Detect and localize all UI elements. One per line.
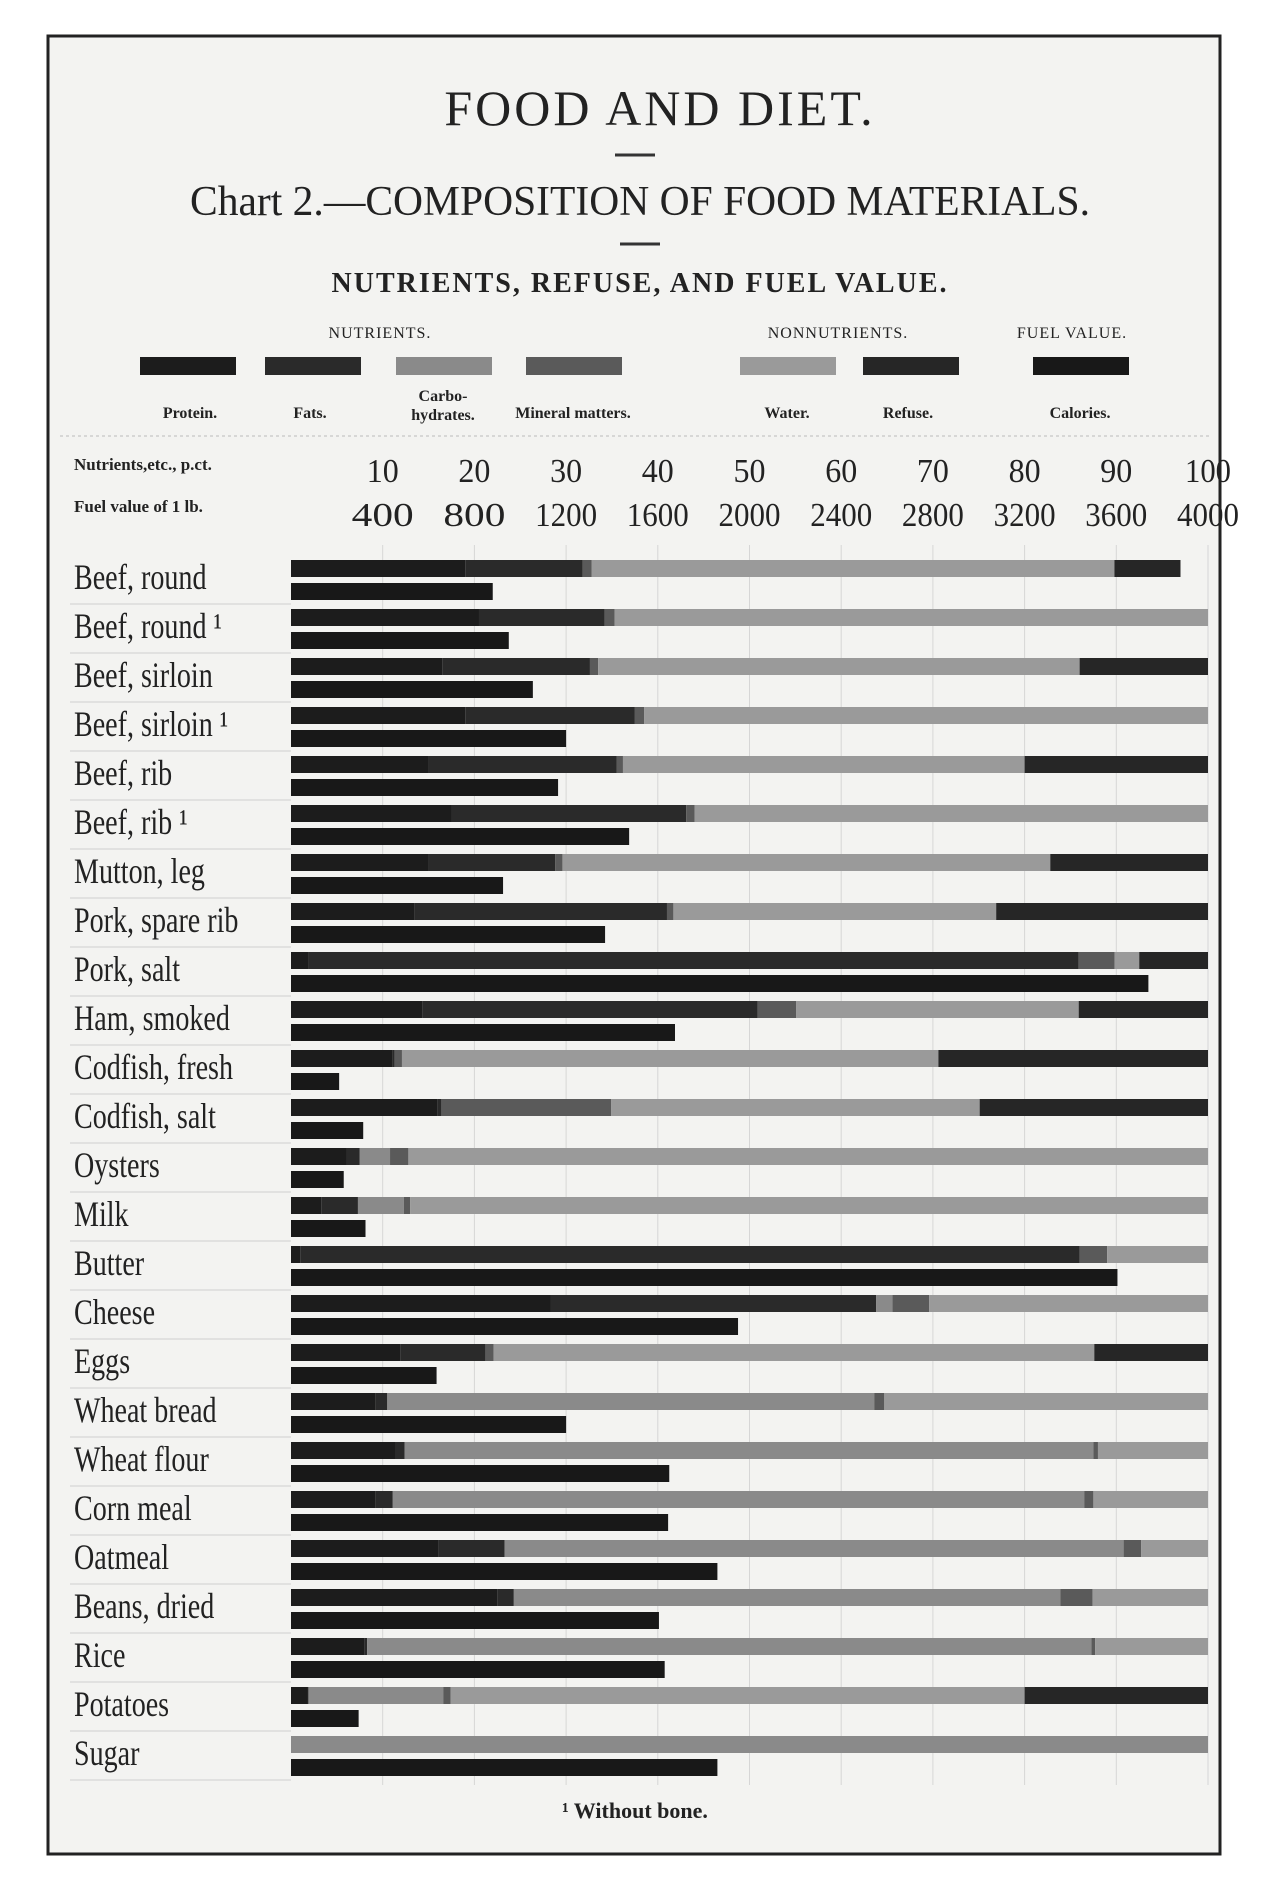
bar-segment-carbohydrates <box>505 1540 1124 1557</box>
fuel-bar <box>291 1171 344 1188</box>
fuel-tick-label: 400 <box>351 497 414 534</box>
bar-segment-water <box>402 1050 938 1067</box>
chart-subtitle: Chart 2.—COMPOSITION OF FOOD MATERIALS. <box>190 179 1090 225</box>
bar-segment-protein <box>291 1589 497 1606</box>
bar-segment-fats <box>479 609 605 626</box>
food-label: Potatoes <box>73 1683 170 1724</box>
percent-tick-label: 30 <box>550 453 583 490</box>
bar-segment-water <box>796 1001 1078 1018</box>
bar-segment-water <box>615 609 1208 626</box>
bar-segment-mineral <box>1092 1638 1096 1655</box>
bar-segment-mineral <box>441 1099 611 1116</box>
legend-swatch-protein <box>140 357 236 375</box>
legend-label-fats: Fats. <box>293 405 327 422</box>
bar-segment-carbohydrates <box>387 1393 874 1410</box>
bar-segment-fats <box>308 952 1078 969</box>
food-label: Beef, round <box>73 556 207 597</box>
bar-segment-water <box>673 903 996 920</box>
bar-segment-carbohydrates <box>291 1736 1208 1753</box>
bar-segment-fats <box>422 1001 758 1018</box>
fuel-bar <box>291 1220 366 1237</box>
fuel-bar <box>291 975 1148 992</box>
food-label: Oatmeal <box>73 1536 170 1577</box>
bar-segment-fats <box>400 1344 485 1361</box>
bar-segment-refuse <box>938 1050 1208 1067</box>
fuel-bar <box>291 1122 363 1139</box>
bar-segment-water <box>623 756 1025 773</box>
bar-segment-mineral <box>635 707 644 724</box>
bar-segment-mineral <box>686 805 694 822</box>
bar-segment-fats <box>375 1393 387 1410</box>
bar-segment-protein <box>291 609 479 626</box>
bar-segment-protein <box>291 903 415 920</box>
percent-tick-label: 20 <box>458 453 491 490</box>
fuel-bar <box>291 1514 668 1531</box>
bar-segment-refuse <box>1050 854 1208 871</box>
food-label: Pork, salt <box>73 948 181 989</box>
bar-segment-fats <box>429 854 556 871</box>
bar-segment-mineral <box>583 560 592 577</box>
food-label: Butter <box>73 1242 145 1283</box>
bar-segment-fats <box>497 1589 514 1606</box>
fuel-tick-label: 2000 <box>718 497 781 534</box>
bar-segment-fats <box>396 1442 405 1459</box>
legend-swatch-refuse <box>863 357 959 375</box>
bar-segment-water <box>494 1344 1095 1361</box>
percent-tick-label: 50 <box>733 453 766 490</box>
food-label: Beef, sirloin <box>73 654 213 695</box>
bar-segment-protein <box>291 1001 422 1018</box>
food-label: Wheat flour <box>73 1438 209 1479</box>
bar-segment-mineral <box>617 756 623 773</box>
fuel-bar <box>291 1465 669 1482</box>
bar-segment-protein <box>291 1295 551 1312</box>
food-label: Eggs <box>73 1340 131 1381</box>
bar-segment-protein <box>291 1148 347 1165</box>
bar-segment-water <box>408 1148 1208 1165</box>
bar-segment-fats <box>465 560 582 577</box>
fuel-bar <box>291 1661 665 1678</box>
bar-segment-refuse <box>1114 560 1180 577</box>
bar-segment-fats <box>442 658 590 675</box>
bar-segment-mineral <box>390 1148 408 1165</box>
bar-segment-refuse <box>1139 952 1208 969</box>
legend-swatch-calories <box>1033 357 1129 375</box>
legend-swatch-mineral <box>526 357 622 375</box>
percent-tick-label: 60 <box>825 453 858 490</box>
legend-label-refuse: Refuse. <box>882 405 934 422</box>
bar-segment-protein <box>291 854 429 871</box>
bar-segment-carbohydrates <box>876 1295 893 1312</box>
food-label: Beef, round ¹ <box>73 605 222 646</box>
fuel-tick-label: 2400 <box>810 497 873 534</box>
fuel-bar <box>291 583 493 600</box>
bar-segment-mineral <box>1093 1442 1098 1459</box>
bar-segment-mineral <box>605 609 615 626</box>
fuel-bar <box>291 1416 566 1433</box>
bar-segment-fats <box>429 756 617 773</box>
legend-label-water: Water. <box>764 405 810 422</box>
legend-swatch-fats <box>265 357 361 375</box>
group-label-fuel: FUEL VALUE. <box>1016 325 1128 342</box>
bar-segment-water <box>884 1393 1208 1410</box>
bar-segment-water <box>694 805 1208 822</box>
bar-segment-protein <box>291 1540 439 1557</box>
fuel-tick-label: 800 <box>443 497 506 534</box>
food-label: Pork, spare rib <box>73 899 239 940</box>
fuel-bar <box>291 1367 437 1384</box>
bar-segment-water <box>1141 1540 1208 1557</box>
bar-segment-fats <box>393 1050 395 1067</box>
fuel-bar <box>291 1710 359 1727</box>
food-label: Milk <box>73 1193 129 1234</box>
chart-frame <box>48 36 1220 1854</box>
bar-segment-fats <box>465 707 635 724</box>
bar-segment-refuse <box>1094 1344 1208 1361</box>
bar-segment-mineral <box>874 1393 884 1410</box>
fuel-bar <box>291 1759 717 1776</box>
bar-segment-protein <box>291 658 442 675</box>
bar-segment-fats <box>439 1540 505 1557</box>
bar-segment-protein <box>291 1491 375 1508</box>
bar-segment-mineral <box>1080 1246 1108 1263</box>
bar-segment-carbohydrates <box>405 1442 1094 1459</box>
bar-segment-water <box>410 1197 1208 1214</box>
bar-segment-water <box>929 1295 1208 1312</box>
bar-segment-protein <box>291 1050 393 1067</box>
bar-segment-water <box>1093 1491 1208 1508</box>
food-label: Beef, rib <box>73 752 173 793</box>
fuel-bar <box>291 1073 339 1090</box>
percent-tick-label: 90 <box>1100 453 1133 490</box>
food-label: Wheat bread <box>73 1389 217 1430</box>
bar-segment-water <box>1095 1638 1208 1655</box>
bar-segment-protein <box>291 1393 375 1410</box>
fuel-bar <box>291 1318 738 1335</box>
bar-segment-fats <box>551 1295 877 1312</box>
food-label: Beef, rib ¹ <box>73 801 188 842</box>
bar-segment-carbohydrates <box>393 1491 1084 1508</box>
bar-segment-refuse <box>1079 1001 1208 1018</box>
legend-label-calories: Calories. <box>1049 405 1111 422</box>
food-label: Beef, sirloin ¹ <box>73 703 229 744</box>
bar-segment-protein <box>291 1687 308 1704</box>
bar-segment-refuse <box>1025 756 1208 773</box>
bar-segment-mineral <box>1124 1540 1141 1557</box>
fuel-bar <box>291 779 558 796</box>
bar-segment-fats <box>451 805 686 822</box>
percent-tick-label: 80 <box>1008 453 1041 490</box>
bar-segment-protein <box>291 756 429 773</box>
fuel-bar <box>291 632 509 649</box>
food-label: Rice <box>73 1634 126 1675</box>
bar-segment-mineral <box>485 1344 493 1361</box>
bar-segment-protein <box>291 1638 364 1655</box>
group-label-nonnutrients: NONNUTRIENTS. <box>767 325 909 342</box>
bar-segment-protein <box>291 560 465 577</box>
fuel-bar <box>291 730 566 747</box>
bar-segment-water <box>1107 1246 1208 1263</box>
fuel-tick-label: 1600 <box>626 497 689 534</box>
bar-segment-carbohydrates <box>360 1148 390 1165</box>
fuel-bar <box>291 877 503 894</box>
bar-segment-refuse <box>1025 1687 1208 1704</box>
bar-segment-refuse <box>1080 658 1208 675</box>
fuel-tick-label: 3600 <box>1085 497 1148 534</box>
bar-segment-fats <box>347 1148 360 1165</box>
bar-segment-mineral <box>443 1687 450 1704</box>
food-label: Oysters <box>73 1144 160 1185</box>
bar-segment-mineral <box>893 1295 930 1312</box>
axis-label-fuel: Fuel value of 1 lb. <box>74 497 203 516</box>
bar-segment-water <box>1092 1589 1208 1606</box>
bar-segment-fats <box>300 1246 1079 1263</box>
bar-segment-water <box>1114 952 1139 969</box>
legend-swatch-carbohydrates <box>396 357 492 375</box>
fuel-bar <box>291 1024 675 1041</box>
bar-segment-carbohydrates <box>358 1197 404 1214</box>
bar-segment-protein <box>291 1442 396 1459</box>
food-label: Corn meal <box>73 1487 192 1528</box>
legend-label-carbohydrates: Carbo-hydrates. <box>411 388 475 424</box>
fuel-bar <box>291 1563 717 1580</box>
bar-segment-mineral <box>758 1001 797 1018</box>
bar-segment-refuse <box>980 1099 1208 1116</box>
bar-segment-fats <box>438 1099 442 1116</box>
fuel-tick-label: 2800 <box>901 497 964 534</box>
fuel-tick-label: 1200 <box>535 497 598 534</box>
bar-segment-mineral <box>555 854 562 871</box>
bar-segment-fats <box>375 1491 392 1508</box>
bar-segment-mineral <box>404 1197 410 1214</box>
bar-segment-mineral <box>667 903 673 920</box>
bar-segment-protein <box>291 1344 400 1361</box>
fuel-bar <box>291 926 605 943</box>
legend-swatch-water <box>740 357 836 375</box>
bar-segment-mineral <box>395 1050 402 1067</box>
chart-title: FOOD AND DIET. <box>444 80 876 136</box>
percent-tick-label: 70 <box>916 453 949 490</box>
bar-segment-water <box>644 707 1208 724</box>
food-label: Codfish, fresh <box>73 1046 234 1087</box>
bar-segment-mineral <box>1060 1589 1092 1606</box>
food-label: Mutton, leg <box>73 850 205 891</box>
bar-segment-protein <box>291 1099 438 1116</box>
percent-tick-label: 100 <box>1185 453 1231 490</box>
percent-tick-label: 10 <box>366 453 399 490</box>
group-label-nutrients: NUTRIENTS. <box>328 325 432 342</box>
bar-segment-fats <box>308 1687 309 1704</box>
bar-segment-mineral <box>1079 952 1115 969</box>
food-label: Beans, dried <box>73 1585 215 1626</box>
food-label: Codfish, salt <box>73 1095 216 1136</box>
fuel-bar <box>291 1612 659 1629</box>
fuel-bar <box>291 681 533 698</box>
bar-segment-protein <box>291 707 465 724</box>
bar-segment-water <box>1098 1442 1208 1459</box>
bar-segment-carbohydrates <box>367 1638 1091 1655</box>
food-label: Sugar <box>73 1732 140 1773</box>
bar-segment-protein <box>291 805 451 822</box>
bar-segment-refuse <box>996 903 1208 920</box>
bar-segment-water <box>598 658 1079 675</box>
bar-segment-mineral <box>590 658 598 675</box>
footnote: ¹ Without bone. <box>562 1798 708 1823</box>
bar-segment-protein <box>291 1197 321 1214</box>
section-title: NUTRIENTS, REFUSE, AND FUEL VALUE. <box>331 268 949 299</box>
bar-segment-water <box>451 1687 1025 1704</box>
fuel-bar <box>291 1269 1117 1286</box>
legend-label-mineral: Mineral matters. <box>515 405 631 422</box>
bar-segment-fats <box>364 1638 367 1655</box>
food-label: Ham, smoked <box>73 997 230 1038</box>
bar-segment-fats <box>415 903 667 920</box>
bar-segment-protein <box>291 952 308 969</box>
bar-segment-mineral <box>1084 1491 1093 1508</box>
fuel-bar <box>291 828 629 845</box>
percent-tick-label: 40 <box>641 453 674 490</box>
bar-segment-carbohydrates <box>308 1687 443 1704</box>
food-label: Cheese <box>73 1291 156 1332</box>
bar-segment-protein <box>291 1246 300 1263</box>
fuel-tick-label: 4000 <box>1177 497 1239 534</box>
bar-segment-water <box>562 854 1050 871</box>
bar-segment-carbohydrates <box>514 1589 1061 1606</box>
axis-label-percent: Nutrients,etc., p.ct. <box>74 455 212 474</box>
fuel-tick-label: 3200 <box>993 497 1056 534</box>
legend-label-protein: Protein. <box>162 405 218 422</box>
bar-segment-water <box>611 1099 980 1116</box>
bar-segment-fats <box>321 1197 358 1214</box>
bar-segment-water <box>592 560 1115 577</box>
